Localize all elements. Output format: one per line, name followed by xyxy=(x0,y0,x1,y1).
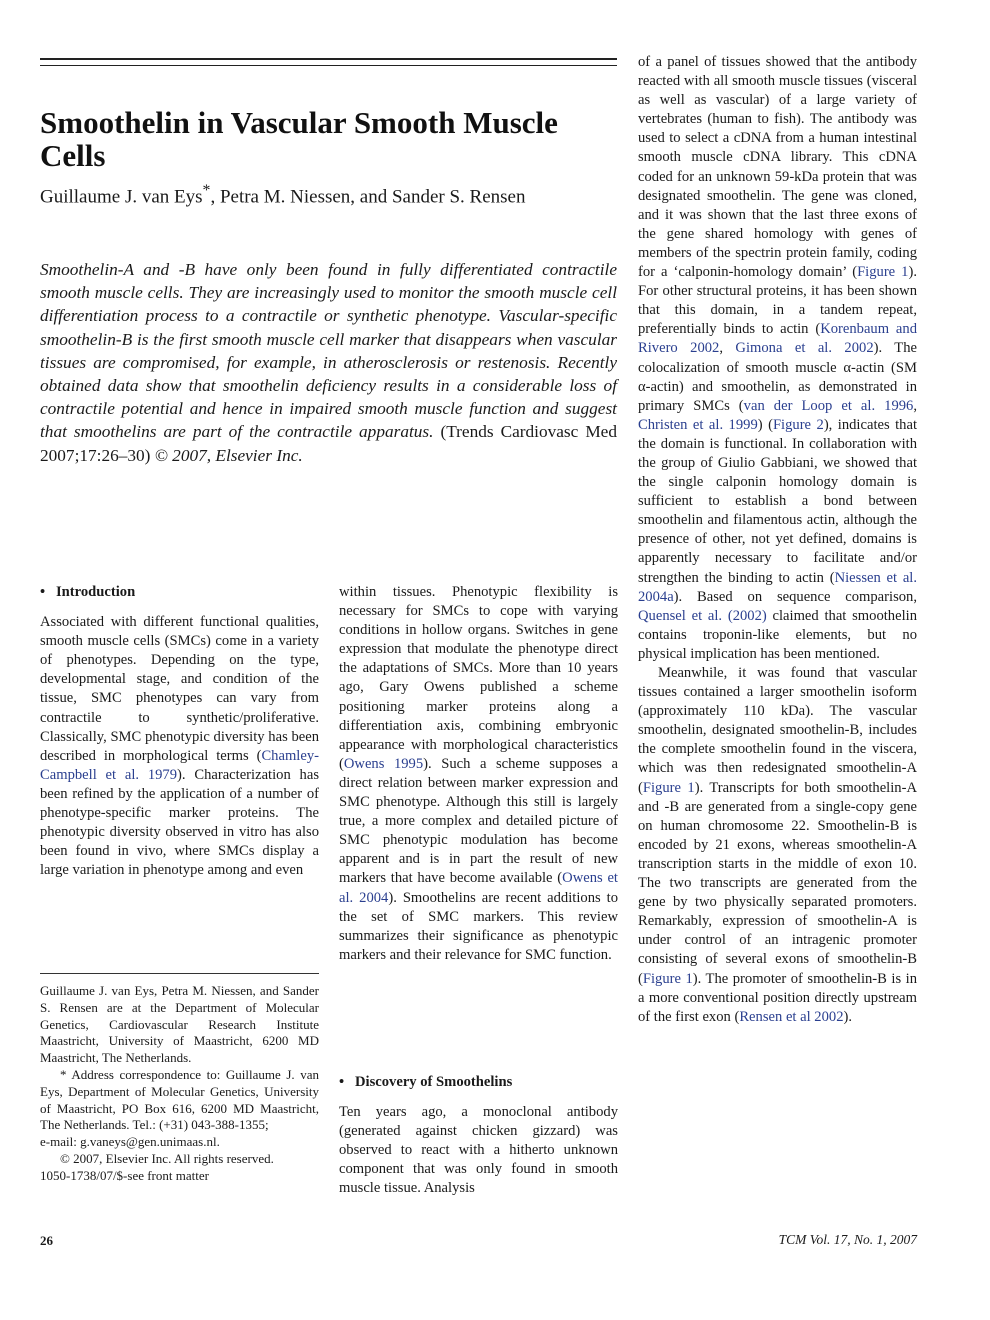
reference-link[interactable]: Quensel et al. (2002) xyxy=(638,607,767,624)
footnote-rule xyxy=(40,973,319,974)
body-text: ). For other structural proteins, it has been shown that this domain, in a tandem repeat, preferentially binds to actin ( xyxy=(638,264,917,338)
body-text: of a panel of tissues showed that the antibody reacted with all smooth muscle tissues (visceral as well as vascular) of a large variety of vertebrates (human to fish). The antibody was used to select a cDNA from a human intestinal smooth muscle cDNA library. This cDNA coded for an unknown 59-kDa protein that was designated smoothelin. The gene was cloned, and it was shown that the last three exons of the gene shared homology with genes of members of the spectrin protein family, coding for a ‘calponin-homology domain’ ( xyxy=(638,54,917,281)
body-text: , xyxy=(719,340,736,357)
reference-link[interactable]: Christen et al. 1999 xyxy=(638,416,758,433)
column-2 xyxy=(339,583,618,965)
discovery-heading xyxy=(339,1073,618,1092)
intro-heading xyxy=(40,583,319,602)
reference-link[interactable]: Chamley-Campbell et al. 1979 xyxy=(40,747,319,783)
section-bullet: • xyxy=(40,584,46,600)
body-text: ). The promoter of smoothelin-B is in a more conventional position directly upstream of the first exon ( xyxy=(638,970,917,1025)
reference-link[interactable]: Korenbaum and Rivero 2002 xyxy=(638,321,917,357)
footnote xyxy=(40,983,319,1185)
author-lead: Guillaume J. van Eys xyxy=(40,186,203,208)
reference-link[interactable]: Rensen et al 2002 xyxy=(739,1008,844,1025)
corresponding-author-marker: * xyxy=(202,182,211,199)
body-text: ). The colocalization of smooth muscle α-actin (SM α-actin) and smoothelin, as demonstrated in primary SMCs ( xyxy=(638,340,917,414)
figure-link[interactable]: Figure 1 xyxy=(857,264,909,281)
author-rest: , Petra M. Niessen, and Sander S. Rensen xyxy=(210,186,526,208)
body-text: Meanwhile, it was found that vascular tissues contained a larger smoothelin isoform (approximately 110 kDa). The vascular smoothelin, designated smoothelin-B, includes the complete smoothelin found in the viscera, which was then redesignated smoothelin-A ( xyxy=(638,665,917,796)
column-3 xyxy=(638,53,917,1027)
footnote-correspondence: * Address correspondence to: Guillaume J. van Eys, Department of Molecular Genetics, University of Maastricht, PO Box 616, 6200 MD Maastricht, The Netherlands. Tel.: (+31) 043-388-1355; xyxy=(40,1066,319,1133)
body-text: ) ( xyxy=(757,416,773,433)
section-bullet: • xyxy=(339,1074,345,1090)
abstract-body: Smoothelin-A and -B have only been found in fully differentiated contractile smooth muscle cells. They are increasingly used to monitor the smooth muscle cell differentiation process to a contractile or synthetic phenotype. Vascular-specific smoothelin-B is the first smooth muscle cell marker that disappears when vascular tissues are compromised, for example, in atherosclerosis or restenosis. Recently obtained data show that smoothelin deficiency results in a considerable loss of contractile potential and hence in impaired smooth muscle function and suggest that smoothelins are part of the contractile apparatus. xyxy=(40,260,617,442)
page-number: 26 xyxy=(40,1233,53,1248)
discovery-paragraph-continued xyxy=(638,53,917,664)
body-text: , xyxy=(913,397,918,414)
article-title: Smoothelin in Vascular Smooth Muscle Cells xyxy=(40,105,558,173)
intro-paragraph xyxy=(40,613,319,880)
header-rule-thin xyxy=(40,65,617,66)
discovery-paragraph: Ten years ago, a monoclonal antibody (generated against chicken gizzard) was observed to react with a hitherto unknown component that was only found in smooth muscle tissue. Analysis xyxy=(339,1104,618,1197)
figure-link[interactable]: Figure 1 xyxy=(642,970,693,987)
author-list xyxy=(40,180,600,207)
body-text: within tissues. Phenotypic flexibility is necessary for SMCs to cope with varying conditions in hollow organs. Switches in gene expression that modulate the phenotype direct the adaptations of SMCs. More than 10 years ago, Gary Owens published a scheme positioning marker proteins along a differentiation axis, combining embryonic appearance with morphological characteristics ( xyxy=(339,584,618,772)
abstract xyxy=(40,258,617,467)
footnote-email[interactable]: e-mail: g.vaneys@gen.unimaas.nl. xyxy=(40,1134,220,1150)
body-text: ). Based on sequence comparison, xyxy=(673,588,917,605)
intro-paragraph-continued xyxy=(339,583,618,965)
body-text: claimed that smoothelin contains troponin-like elements, but no physical implication has been mentioned. xyxy=(638,607,917,662)
column-1 xyxy=(40,583,319,880)
reference-link[interactable]: Gimona et al. 2002 xyxy=(735,340,874,357)
figure-link[interactable]: Figure 2 xyxy=(772,416,824,433)
body-text: ). xyxy=(843,1008,853,1025)
abstract-copyright: © 2007, Elsevier Inc. xyxy=(154,445,303,465)
journal-citation: TCM Vol. 17, No. 1, 2007 xyxy=(778,1232,917,1247)
intro-heading-text: Introduction xyxy=(56,584,136,600)
discovery-heading-text: Discovery of Smoothelins xyxy=(355,1074,513,1090)
body-text: ). Such a scheme supposes a direct relation between marker expression and SMC phenotype. Although this still is largely true, a more complex and detailed picture of SMC phenotypic modulation has become apparent and is in part the result of new markers that have become available ( xyxy=(339,755,619,887)
header-rule-thick xyxy=(40,58,617,60)
body-text: Associated with different functional qualities, smooth muscle cells (SMCs) come in a variety of phenotypes. Depending on the type, developmental stage, and condition of the tissue, SMC phenotypes can vary from contractile to synthetic/proliferative. Classically, SMC phenotypic diversity has been described in morphological terms ( xyxy=(40,614,319,764)
body-text: ). Characterization has been refined by the application of a number of phenotype-specific marker proteins. The phenotypic diversity observed in vitro has also been found in vivo, where SMCs display a large variation in phenotype among and even xyxy=(40,766,320,879)
body-text: ), indicates that the domain is functional. In collaboration with the group of Giulio Gabbiani, we showed that the single calponin homology domain is sufficient to establish a bond between smoothelin and filamentous actin, although the presence of other, not yet defined, domains is apparently necessary to facilitate and/or strengthen the binding to actin ( xyxy=(638,416,917,586)
footnote-affiliation: Guillaume J. van Eys, Petra M. Niessen, and Sander S. Rensen are at the Department of Molecular Genetics, Cardiovascular Research Institute Maastricht, University of Maastricht, 6200 MD Maastricht, The Netherlands. xyxy=(40,983,319,1066)
footnote-copyright: © 2007, Elsevier Inc. All rights reserved. xyxy=(60,1150,274,1166)
abstract-citation: (Trends Cardiovasc Med 2007;17:26–30) xyxy=(40,422,617,465)
body-text: ). Transcripts for both smoothelin-A and -B are generated from a single-copy gene on human chromosome 22. Smoothelin-B is encoded by 21 exons, whereas smoothelin-A transcription starts in the middle of exon 10. The two transcripts are generated from the gene by two physically separated promoters. Remarkably, expression of smoothelin-A is under control of an intragenic promoter consisting of several exons of smoothelin-B ( xyxy=(638,779,917,987)
footnote-issn: 1050-1738/07/$-see front matter xyxy=(40,1167,209,1183)
reference-link[interactable]: van der Loop et al. 1996 xyxy=(743,397,914,414)
reference-link[interactable]: Niessen et al. 2004a xyxy=(638,569,918,605)
reference-link[interactable]: Owens 1995 xyxy=(343,755,424,772)
smoothelin-b-paragraph xyxy=(638,664,917,1027)
figure-link[interactable]: Figure 1 xyxy=(642,779,695,796)
reference-link[interactable]: Owens et al. 2004 xyxy=(339,870,618,906)
discovery-section xyxy=(339,1073,618,1199)
body-text: ). Smoothelins are recent additions to the set of SMC markers. This review summarizes their significance as phenotypic markers and their relevance for SMC function. xyxy=(339,889,618,963)
